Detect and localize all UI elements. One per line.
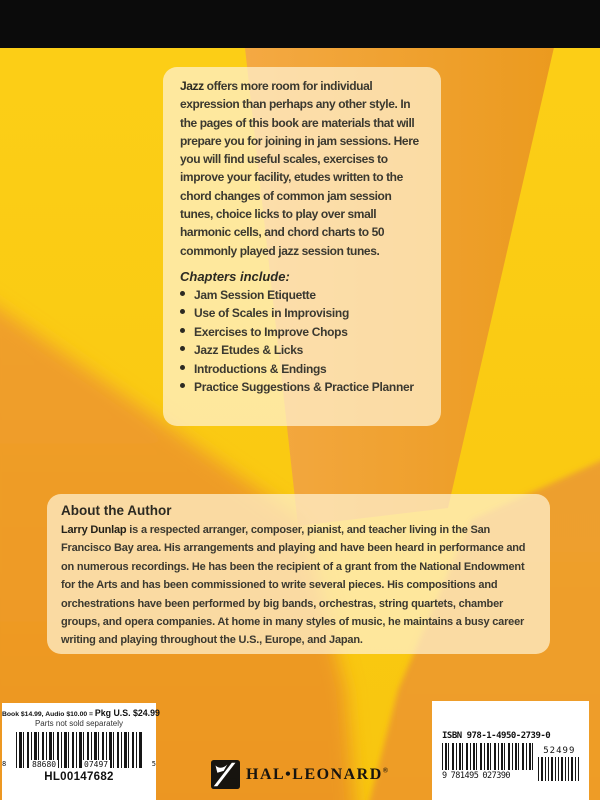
ean-addon-barcode: [538, 746, 581, 781]
publisher-wordmark: [246, 766, 388, 784]
chapter-label: Introductions & Endings: [194, 361, 327, 376]
chapter-list-item: [180, 378, 424, 397]
upc-digits-left: 88680: [32, 760, 57, 769]
chapters-list: [180, 286, 424, 397]
ean-group2: 027390: [482, 771, 511, 781]
price-small-text: Book $14.99, Audio $10.00 =: [2, 711, 95, 718]
price-large-text: Pkg U.S. $24.99: [94, 708, 160, 718]
author-bio: [61, 521, 536, 650]
bullet-icon: [180, 346, 185, 351]
upc-left-digit: 8: [2, 760, 7, 768]
bullet-icon: [180, 365, 185, 370]
chapter-list-item: [180, 286, 424, 305]
ean-barcode: [442, 743, 533, 781]
chapters-heading: Chapters include:: [180, 268, 290, 284]
registered-mark: ®: [382, 766, 389, 775]
price-barcode-box: [2, 703, 160, 800]
publisher-name-text: HAL•LEONARD: [246, 765, 383, 783]
ean-group1: 781495: [450, 771, 479, 781]
chapter-label: Use of Scales in Improvising: [194, 306, 349, 321]
intro-panel: [163, 67, 441, 426]
chapter-label: Practice Suggestions & Practice Planner: [194, 380, 414, 395]
isbn-label: ISBN 978-1-4950-2739-0: [442, 731, 551, 741]
upc-digits-right: 07497: [84, 760, 109, 769]
ean-barcode-row: [442, 743, 581, 781]
bullet-icon: [180, 309, 185, 314]
chapter-label: Jam Session Etiquette: [194, 287, 316, 302]
upc-right-digit: 5: [151, 760, 156, 768]
author-heading: About the Author: [61, 503, 172, 518]
publisher-logo: [211, 760, 388, 789]
top-black-bar: [0, 0, 600, 48]
ean-addon-bars: [538, 757, 581, 781]
bullet-icon: [180, 291, 185, 296]
chapter-label: Exercises to Improve Chops: [194, 324, 348, 339]
ean-bars: [442, 743, 533, 770]
ean-left-digit: 9: [442, 771, 447, 781]
chapter-list-item: [180, 360, 424, 379]
parts-note: Parts not sold separately: [34, 719, 124, 728]
ean-addon-digits: 52499: [543, 746, 576, 756]
intro-lead-word: Jazz: [180, 79, 204, 93]
author-panel: [47, 494, 550, 654]
intro-paragraph-text: offers more room for individual expression than perhaps any other style. In the pages of this book are materials that will prepare you for joining in jam sessions. Here you will find useful scales, exercises to improve your facility, etudes written to the chord changes of common jam session tunes, choice licks to play over small harmonic cells, and chord charts to 50 commonly played jazz session tunes.: [180, 79, 419, 258]
author-name: Larry Dunlap: [61, 524, 127, 536]
chapter-label: Jazz Etudes & Licks: [194, 343, 304, 358]
catalog-number: HL00147682: [44, 771, 114, 783]
intro-paragraph: [180, 77, 424, 260]
chapter-list-item: [180, 304, 424, 323]
chapter-list-item: [180, 341, 424, 360]
hal-leonard-logo-icon: [211, 760, 240, 789]
author-bio-text: is a respected arranger, composer, pianist, and teacher living in the San Francisco Bay area. His arrangements and playing and have been heard in performance and on numerous recordings. He has been the recipient of a grant from the National Endowment for the Arts and has been commissioned to write several pieces. His compositions and orchestrations have been performed by big bands, orchestras, string quartets, chamber groups, and opera companies. At home in many styles of music, he maintains a busy career writing and playing throughout the U.S., Europe, and Japan.: [61, 524, 526, 647]
bullet-icon: [180, 383, 185, 388]
upc-barcode: [16, 732, 142, 768]
upc-barcode-row: [2, 728, 156, 768]
price-line: [2, 708, 160, 718]
bullet-icon: [180, 328, 185, 333]
ean-digits: [442, 771, 533, 781]
chapter-list-item: [180, 323, 424, 342]
isbn-barcode-box: [432, 701, 589, 800]
